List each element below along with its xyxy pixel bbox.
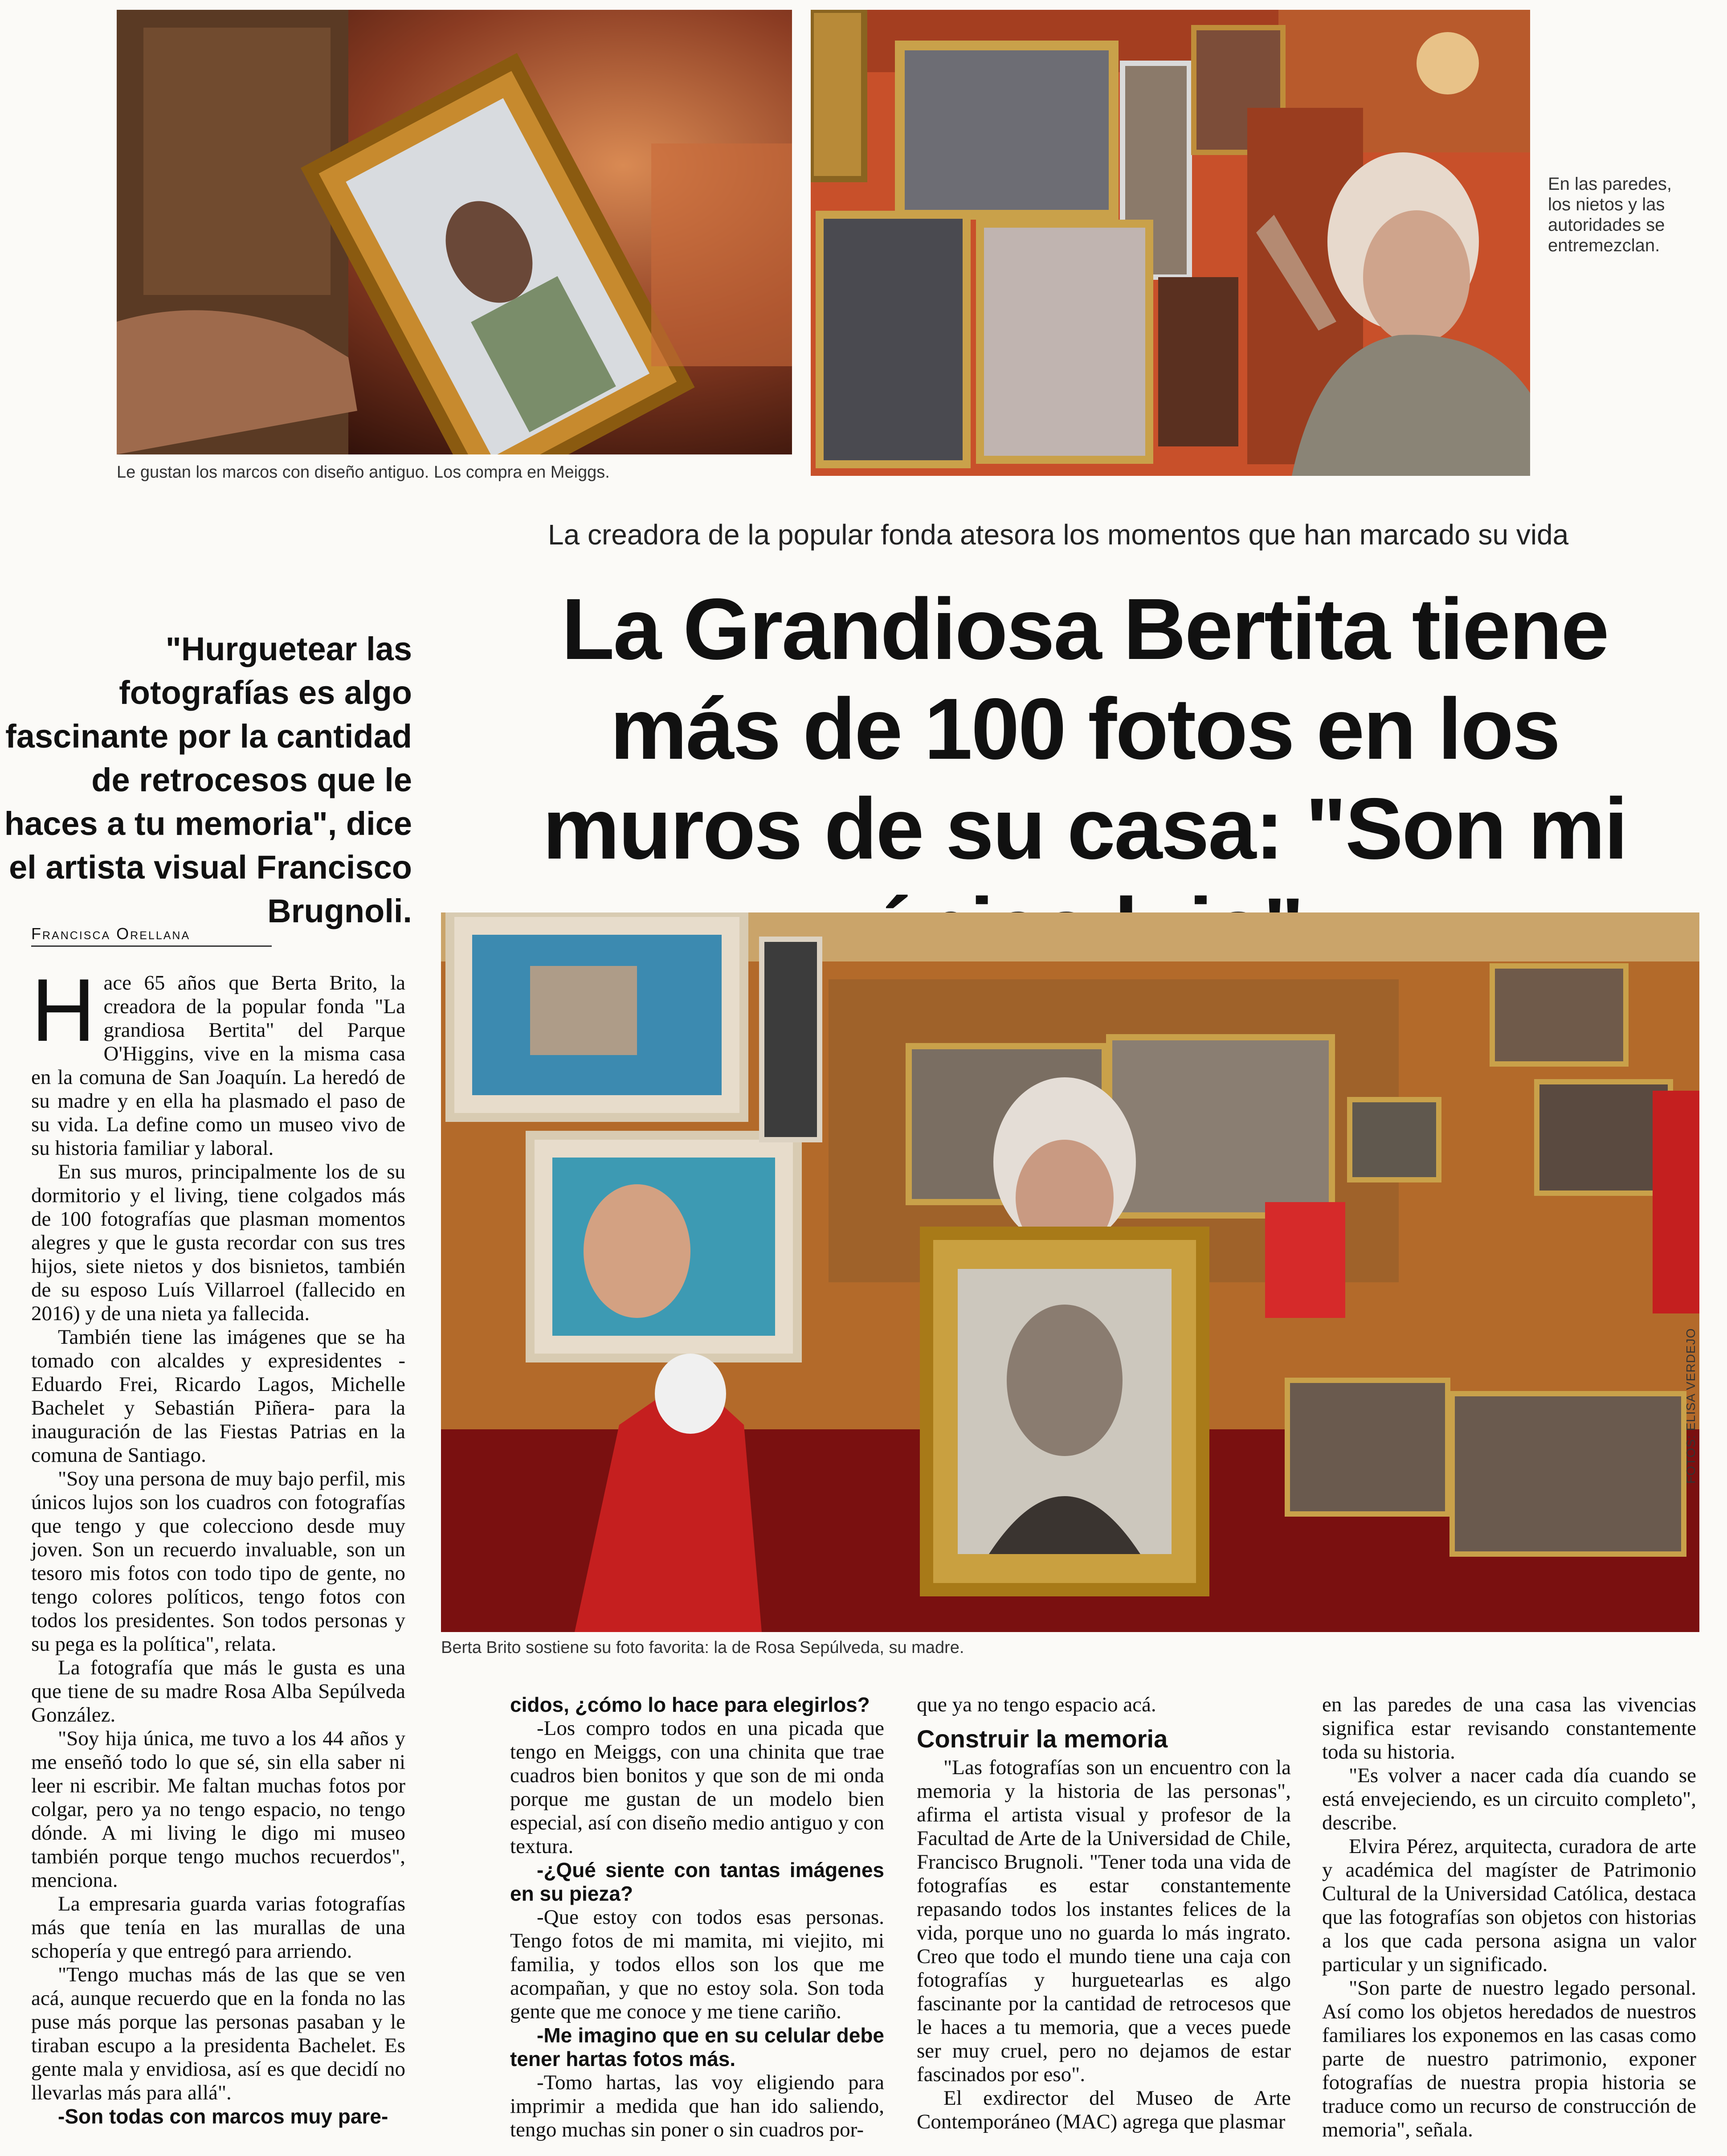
article-paragraph: "Son parte de nuestro legado personal. Así como los objetos heredados de nuestros familiares los exponemos en las casas como parte de nuestro patrimonio, exponer fotografías de nuestra propia historia se traduce como un recurso de construcción de memoria", señala. xyxy=(1322,1976,1696,2141)
article-paragraph: "Soy una persona de muy bajo perfil, mis únicos lujos son los cuadros con fotografías que tengo y que colecciono desde muy joven. Son un recuerdo invaluable, son un tesoro mis fotos con todo tipo de gente, no tengo colores políticos, tengo fotos con todos los presidentes. Son todos personas y su pega es la política", relata. xyxy=(31,1467,405,1656)
article-paragraph: El exdirector del Museo de Arte Contemporáneo (MAC) agrega que plasmar xyxy=(917,2086,1291,2133)
article-column-3 xyxy=(917,1693,1291,2134)
article-paragraph: También tiene las imágenes que se ha tomado con alcaldes y expresidentes -Eduardo Frei, Ricardo Lagos, Michelle Bachelet y Sebastián Piñera- para la inauguración de las Fiestas Patrias en la comuna de Santiago. xyxy=(31,1326,405,1467)
article-paragraph: La empresaria guarda varias fotografías más que tenía en las murallas de una schopería y que entregó para arriendo. xyxy=(31,1892,405,1963)
interview-answer: -Que estoy con todos esas personas. Tengo fotos de mi mamita, mi viejito, mi familia, y todos ellos son los que me acompañan, y que no estoy sola. Son toda gente que me conoce y me tiene cariño. xyxy=(510,1906,884,2023)
article-lead-paragraph: Hace 65 años que Berta Brito, la creadora de la popular fonda "La grandiosa Bertita" del Parque O'Higgins, vive en la misma casa en la comuna de San Joaquín. La heredó de su madre y en ella ha plasmado el paso de su vida. La define como un museo vivo de su historia familiar y laboral. xyxy=(31,961,405,1160)
interview-question: cidos, ¿cómo lo hace para elegirlos? xyxy=(510,1693,870,1716)
headline: La Grandiosa Bertita tiene más de 100 fotos en los muros de su casa: "Son mi xyxy=(542,581,1627,877)
article-paragraph: Elvira Pérez, arquitecta, curadora de arte y académica del magíster de Patrimonio Cultural de la Universidad Católica, destaca que las fotografías son objetos con historias a los que cada persona asigna un valor particular y un significado. xyxy=(1322,1835,1696,1976)
interview-answer: -Los compro todos en una picada que tengo en Meiggs, con una chinita que trae cuadros bien bonitos y que son de mi onda porque me gustan de un modelo bien especial, así con diseño medio antiguo y con textura. xyxy=(510,1717,884,1858)
byline-rule xyxy=(31,945,272,947)
article-paragraph: "Soy hija única, me tuvo a los 44 años y me enseñó todo lo que sé, sin ella saber ni leer ni escribir. Me faltan muchas fotos por colgar, pero ya no tengo espacio, no tengo dónde. A mi living le digo mi museo también porque tengo muchos recuerdos", menciona. xyxy=(31,1727,405,1892)
main-photo-caption: Berta Brito sostiene su foto favorita: la de Rosa Sepúlveda, su madre. xyxy=(441,1638,964,1657)
interview-answer: -Tomo hartas, las voy eligiendo para imprimir a medida que han ido saliendo, tengo muchas sin poner o sin cuadros por- xyxy=(510,2071,884,2141)
photo-hands-frame xyxy=(117,10,792,454)
kicker: La creadora de la popular fonda atesora los momentos que han marcado su vida xyxy=(548,519,1569,551)
photo-berta-portrait xyxy=(441,912,1699,1632)
interview-question: -Son todas con marcos muy pare- xyxy=(58,2105,388,2128)
photo-side-caption: En las paredes, los nietos y las autoridades se entremezclan. xyxy=(1548,174,1672,255)
article-column-1 xyxy=(31,961,405,2128)
article-paragraph: en las paredes de una casa las vivencias significa estar revisando constantemente toda su historia. xyxy=(1322,1693,1696,1763)
photo-credit: FOTOS: ELISA VERDEJO xyxy=(1684,1328,1698,1484)
photo-caption: Le gustan los marcos con diseño antiguo. Los compra en Meiggs. xyxy=(117,463,610,482)
article-paragraph: "Tengo muchas más de las que se ven acá, aunque recuerdo que en la fonda no las puse más porque las personas pasaban y le tiraban escupo a la presidenta Bachelet. Es gente mala y envidiosa, así es que decidí no llevarlas más para allá". xyxy=(31,1963,405,2104)
article-paragraph: "Es volver a nacer cada día cuando se está envejeciendo, es un circuito completo", describe. xyxy=(1322,1764,1696,1834)
interview-question: -Me imagino que en su celular debe tener hartas fotos más. xyxy=(510,2024,884,2070)
article-paragraph: "Las fotografías son un encuentro con la memoria y la historia de las personas", afirma el artista visual y profesor de la Facultad de Arte de la Universidad de Chile, Francisco Brugnoli. "Tener toda una vida de fotografías es estar constantemente repasando todos los instantes felices de la vida, porque uno no guarda lo más ingrato. Creo que todo el mundo tiene una caja con fotografías y hurguetearlas es algo fascinante por la cantidad de retrocesos que le haces a tu memoria, que a veces puede ser muy cruel, pero no dejamos de estar fascinados por eso". xyxy=(917,1756,1291,2086)
article-paragraph: La fotografía que más le gusta es una que tiene de su madre Rosa Alba Sepúlveda González. xyxy=(31,1656,405,1726)
pull-quote: "Hurguetear las fotografías es algo fascinante por la cantidad de retrocesos que le haces a tu memoria", dice el artista visual Francisco Brugnoli. xyxy=(4,630,412,929)
interview-question: -¿Qué siente con tantas imágenes en su pieza? xyxy=(510,1858,884,1905)
drop-cap: H xyxy=(31,961,96,1060)
article-column-2 xyxy=(510,1693,884,2142)
article-paragraph: En sus muros, principalmente los de su dormitorio y el living, tiene colgados más de 100 fotografías que plasman momentos alegres y que le gusta recordar con sus tres hijos, siete nietos y dos bisnietos, también de su esposo Luís Villarroel (fallecido en 2016) y de una nieta ya fallecida. xyxy=(31,1160,405,1325)
photo-woman-wall xyxy=(811,10,1530,476)
byline: Francisca Orellana xyxy=(31,925,191,943)
article-paragraph: que ya no tengo espacio acá. xyxy=(917,1693,1156,1716)
article-column-4 xyxy=(1322,1693,1696,2142)
section-subhead: Construir la memoria xyxy=(917,1725,1168,1753)
